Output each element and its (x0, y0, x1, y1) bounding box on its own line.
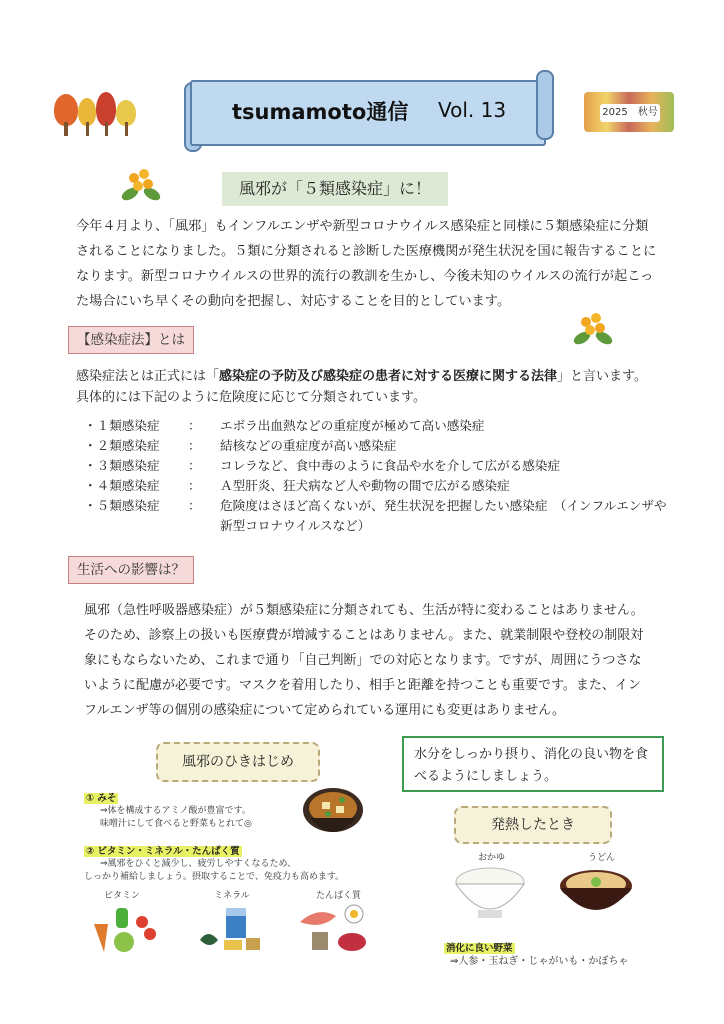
osmanthus-flower-icon (572, 308, 614, 348)
category-item (84, 496, 684, 516)
life-line: そのため、診察上の扱いも医療費が増減することはありません。また、就業制限や登校の制限対 (84, 628, 644, 643)
miso-line: 味噌汁にして食べると野菜もとれて◎ (100, 819, 252, 829)
life-line: 風邪（急性呼吸器感染症）が５類感染症に分類されても、生活が特に変わることはありません。 (84, 603, 644, 618)
minerals-icon (196, 904, 266, 954)
law-line-2: 具体的には下記のように危険度に応じて分類されています。 (76, 390, 426, 405)
udon-label: うどん (588, 853, 616, 863)
nutrients-heading: ② ビタミン・ミネラル・たんぱく質 (86, 846, 240, 857)
veg-heading: 消化に良い野菜 (446, 943, 513, 954)
intro-line: た場合にいち早くその動向を把握し、対応することを目的としています。 (76, 294, 511, 309)
law-line-1 (76, 366, 696, 387)
law-line-suffix: 」と言います。 (557, 369, 647, 384)
category-name: ・１類感染症 (84, 418, 160, 433)
category-list (84, 416, 684, 536)
category-name: ・３類感染症 (84, 458, 160, 473)
category-item (84, 416, 684, 436)
banner-scroll-right (536, 70, 554, 140)
category-item (84, 456, 684, 476)
hydration-line: 水分をしっかり摂り、消化の良い物を食 (414, 747, 649, 762)
category-sep: ： (188, 458, 201, 473)
category-item-continuation (84, 516, 684, 536)
vitamin-label: ビタミン (104, 891, 141, 901)
intro-line: なります。新型コロナウイルスの世界的流行の教訓を生かし、今後未知のウイルスの流行が起こっ (76, 269, 654, 284)
category-name: ・２類感染症 (84, 438, 160, 453)
intro-paragraph (76, 214, 676, 314)
fever-title: 発熱したとき (454, 806, 612, 844)
autumn-trees-illustration (52, 92, 142, 140)
udon-bowl-icon (556, 862, 636, 922)
law-section-heading: 【感染症法】とは (68, 326, 194, 354)
life-paragraph (84, 598, 684, 723)
mineral-label: ミネラル (214, 891, 250, 901)
protein-label: たんぱく質 (316, 891, 362, 901)
volume-number: Vol. 13 (438, 98, 507, 122)
osmanthus-flower-icon (120, 164, 162, 204)
life-line: いように配慮が必要です。マスクを着用したり、相手と距離を持つことも重要です。また、イン (84, 678, 641, 693)
category-desc: 危険度はさほど高くないが、発生状況を把握したい感染症 （インフルエンザや (220, 498, 667, 513)
digestible-vegetables (444, 936, 664, 968)
intro-line: されることになりました。５類に分類されると診断した医療機関が発生状況を国に報告することに (76, 244, 657, 259)
category-desc: コレラなど、食中毒のように食品や水を介して広がる感染症 (220, 458, 561, 473)
life-section-heading: 生活への影響は？ (68, 556, 194, 584)
season-badge: 2025 秋号 (600, 104, 660, 122)
life-line: 象にもならないため、これまで通り「自己判断」での対応となります。ですが、周囲にうつさな (84, 653, 642, 668)
category-desc: 結核などの重症度が高い感染症 (220, 438, 397, 453)
nutrients-line: しっかり補給しましょう。摂取することで、免疫力も高めます。 (84, 872, 345, 882)
category-desc: エボラ出血熱などの重症度が極めて高い感染症 (220, 418, 485, 433)
protein-icon (296, 902, 372, 956)
newsletter-title: tsumamoto通信 (232, 100, 409, 124)
vegetables-icon (88, 904, 158, 954)
category-sep: ： (188, 438, 201, 453)
okayu-bowl-icon (452, 864, 528, 924)
category-desc: Ａ型肝炎、狂犬病など人や動物の間で広がる感染症 (220, 478, 510, 493)
category-sep: ： (188, 478, 201, 493)
category-sep: ： (188, 498, 201, 513)
miso-heading: ① みそ (86, 793, 117, 804)
law-line-prefix: 感染症法とは正式には「 (76, 369, 220, 384)
law-description (76, 366, 696, 408)
miso-soup-icon (300, 784, 366, 846)
life-line: フルエンザ等の個別の感染症について定められている運用にも変更はありません。 (84, 703, 566, 718)
miso-line: ⇒体を構成するアミノ酸が豊富です。 (100, 806, 251, 816)
category-name: ・５類感染症 (84, 498, 160, 513)
category-name: ・４類感染症 (84, 478, 160, 493)
category-item (84, 436, 684, 456)
category-sep: ： (188, 418, 201, 433)
intro-line: 今年４月より、「風邪」もインフルエンザや新型コロナウイルス感染症と同様に５類感染症に分類 (76, 219, 649, 234)
cold-start-title: 風邪のひきはじめ (156, 742, 320, 782)
nutrients-line: ⇒風邪をひくと減少し、疲労しやすくなるため、 (100, 859, 297, 869)
hydration-line: べるようにしましょう。 (414, 769, 558, 784)
headline: 風邪が「５類感染症」に！ (222, 172, 448, 206)
category-desc-cont: 新型コロナウイルスなど） (220, 518, 371, 533)
category-item (84, 476, 684, 496)
veg-list: ⇒人参・玉ねぎ・じゃがいも・かぼちゃ (450, 956, 629, 967)
hydration-note (402, 736, 664, 792)
law-formal-name: 感染症の予防及び感染症の患者に対する医療に関する法律 (219, 369, 558, 384)
okayu-label: おかゆ (478, 853, 506, 863)
